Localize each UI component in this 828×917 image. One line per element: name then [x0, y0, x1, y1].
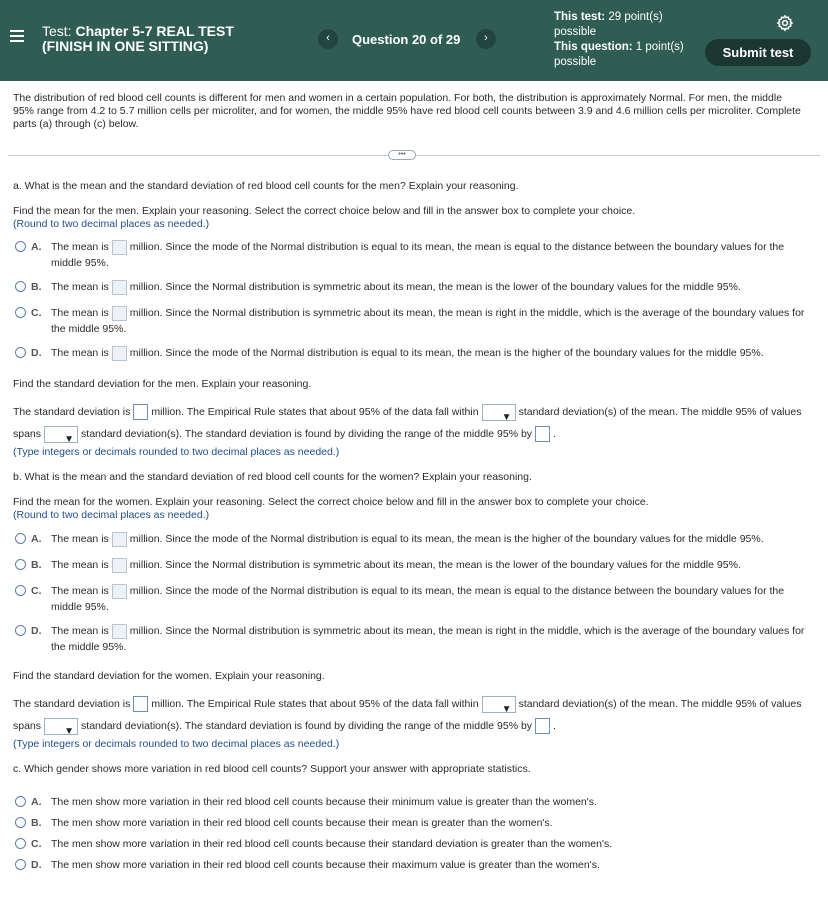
radio-button[interactable]	[15, 796, 26, 807]
part-a-sd-prompt: Find the standard deviation for the men. Explain your reasoning.	[13, 378, 312, 390]
hamburger-menu-icon[interactable]	[10, 30, 24, 42]
choice-post: million. Since the mode of the Normal distribution is equal to its mean, the mean is the higher of the boundary values for the middle 95%.	[129, 533, 764, 545]
part-a-choice-d[interactable]	[15, 345, 805, 361]
test-header	[0, 0, 828, 81]
part-c-choice-b[interactable]	[15, 815, 805, 831]
sd-text: million. The Empirical Rule states that about 95% of the data fall within	[151, 406, 479, 418]
this-test-value: 29 point(s) possible	[554, 11, 663, 38]
part-b-sd-statement	[13, 693, 813, 737]
choice-text: The men show more variation in their red blood cell counts because their minimum value is greater than the women's.	[51, 796, 597, 808]
part-c-question: c. Which gender shows more variation in red blood cell counts? Support your answer with appropriate statistics.	[13, 763, 531, 775]
choice-post: million. Since the Normal distribution is symmetric about its mean, the mean is right in the middle, which is the average of the boundary values for the middle 95%.	[51, 307, 805, 335]
dropdown-arrow-icon: ▼	[64, 433, 75, 445]
sd-span-dropdown[interactable]	[44, 426, 78, 443]
choice-letter: D.	[31, 859, 42, 871]
test-title-prefix: Test:	[42, 23, 72, 39]
sd-text: standard deviation(s). The standard deviation is found by dividing the range of the middle 95% by	[81, 720, 533, 732]
choice-text: The men show more variation in their red blood cell counts because their standard deviation is greater than the women's.	[51, 838, 613, 850]
points-info	[554, 10, 704, 70]
sd-text: standard deviation(s) of the mean. The middle 95% of values spans	[13, 406, 802, 440]
choice-pre: The mean is	[51, 625, 109, 637]
sd-span-dropdown[interactable]	[44, 718, 78, 735]
choice-text	[51, 345, 811, 361]
part-a-mean-prompt: Find the mean for the men. Explain your reasoning. Select the correct choice below and fill in the answer box to complete your choice.	[13, 205, 636, 217]
this-question-value: 1 point(s) possible	[554, 41, 684, 68]
test-title-main: Chapter 5-7 REAL TEST	[75, 23, 234, 39]
choice-post: million. Since the Normal distribution is symmetric about its mean, the mean is right in the middle, which is the average of the boundary values for the middle 95%.	[51, 625, 805, 653]
choice-letter: C.	[31, 307, 42, 319]
sd-text: standard deviation(s) of the mean. The middle 95% of values spans	[13, 698, 802, 732]
radio-button[interactable]	[15, 625, 26, 636]
answer-box	[112, 532, 127, 547]
part-a-mean-hint: (Round to two decimal places as needed.)	[13, 218, 210, 230]
choice-post: million. Since the mode of the Normal distribution is equal to its mean, the mean is equal to the distance between the boundary values for the middle 95%.	[51, 585, 785, 613]
answer-box	[112, 558, 127, 573]
dropdown-arrow-icon: ▼	[64, 725, 75, 737]
choice-pre: The mean is	[51, 281, 109, 293]
radio-button[interactable]	[15, 533, 26, 544]
choice-post: million. Since the Normal distribution is symmetric about its mean, the mean is the lower of the boundary values for the middle 95%.	[129, 281, 741, 293]
this-test-label: This test:	[554, 11, 606, 23]
answer-box	[112, 306, 127, 321]
choice-text	[51, 279, 811, 295]
choice-letter: A.	[31, 241, 42, 253]
choice-pre: The mean is	[51, 585, 109, 597]
choice-text	[51, 623, 811, 655]
radio-button[interactable]	[15, 307, 26, 318]
part-b-mean-hint: (Round to two decimal places as needed.)	[13, 509, 210, 521]
submit-test-button[interactable]: Submit test	[705, 39, 811, 66]
choice-letter: D.	[31, 625, 42, 637]
previous-question-button[interactable]: ‹	[318, 29, 338, 49]
choice-text	[51, 239, 811, 271]
radio-button[interactable]	[15, 585, 26, 596]
expand-handle[interactable]: •••	[388, 150, 416, 160]
sd-text: standard deviation(s). The standard deviation is found by dividing the range of the middle 95% by	[81, 428, 533, 440]
part-b-sd-prompt: Find the standard deviation for the women. Explain your reasoning.	[13, 670, 325, 682]
part-b-mean-prompt: Find the mean for the women. Explain your reasoning. Select the correct choice below and fill in the answer box to complete your choice.	[13, 496, 649, 508]
sd-text: million. The Empirical Rule states that about 95% of the data fall within	[151, 698, 479, 710]
choice-post: million. Since the mode of the Normal distribution is equal to its mean, the mean is the higher of the boundary values for the middle 95%.	[129, 347, 764, 359]
choice-text: The men show more variation in their red blood cell counts because their maximum value is greater than the women's.	[51, 859, 600, 871]
choice-pre: The mean is	[51, 241, 109, 253]
part-b-question: b. What is the mean and the standard deviation of red blood cell counts for the women? Explain your reasoning.	[13, 471, 532, 483]
sd-count-dropdown[interactable]	[482, 404, 516, 421]
test-title	[42, 24, 292, 54]
radio-button[interactable]	[15, 817, 26, 828]
part-a-choice-b[interactable]	[15, 279, 805, 295]
choice-pre: The mean is	[51, 533, 109, 545]
choice-text	[51, 583, 811, 615]
sd-input[interactable]	[133, 696, 148, 712]
choice-letter: B.	[31, 817, 42, 829]
sd-text: .	[553, 720, 556, 732]
part-a-choice-c[interactable]	[15, 305, 805, 337]
part-c-choice-a[interactable]	[15, 794, 805, 810]
choice-pre: The mean is	[51, 307, 109, 319]
sd-text: .	[553, 428, 556, 440]
sd-input[interactable]	[133, 404, 148, 420]
choice-post: million. Since the mode of the Normal distribution is equal to its mean, the mean is equal to the distance between the boundary values for the middle 95%.	[51, 241, 785, 269]
radio-button[interactable]	[15, 838, 26, 849]
choice-letter: B.	[31, 559, 42, 571]
part-a-question: a. What is the mean and the standard deviation of red blood cell counts for the men? Explain your reasoning.	[13, 180, 519, 192]
choice-post: million. Since the Normal distribution is symmetric about its mean, the mean is the lower of the boundary values for the middle 95%.	[129, 559, 741, 571]
part-b-choice-a[interactable]	[15, 531, 805, 547]
answer-box	[112, 240, 127, 255]
choice-pre: The mean is	[51, 347, 109, 359]
gear-icon[interactable]	[776, 14, 794, 32]
choice-text	[51, 557, 811, 573]
choice-letter: C.	[31, 585, 42, 597]
sd-text: The standard deviation is	[13, 406, 131, 418]
choice-letter: A.	[31, 796, 42, 808]
part-b-choice-c[interactable]	[15, 583, 805, 615]
next-question-button[interactable]: ›	[476, 29, 496, 49]
radio-button[interactable]	[15, 859, 26, 870]
choice-pre: The mean is	[51, 559, 109, 571]
problem-intro: The distribution of red blood cell counts is different for men and women in a certain population. For both, the distribution is approximately Normal. For men, the middle 95% range from 4.2 to 5.7 million cells per microliter, and for women, the middle 95% have red blood cell counts between 3.9 and 4.6 million cells per microliter. Complete parts (a) through (c) below.	[13, 92, 801, 130]
radio-button[interactable]	[15, 347, 26, 358]
choice-letter: C.	[31, 838, 42, 850]
test-title-line2: (FINISH IN ONE SITTING)	[42, 38, 209, 54]
sd-count-dropdown[interactable]	[482, 696, 516, 713]
choice-letter: B.	[31, 281, 42, 293]
dropdown-arrow-icon: ▼	[501, 703, 512, 715]
radio-button[interactable]	[15, 559, 26, 570]
part-a-choice-a[interactable]	[15, 239, 805, 271]
answer-box	[112, 346, 127, 361]
part-b-choice-b[interactable]	[15, 557, 805, 573]
sd-text: The standard deviation is	[13, 698, 131, 710]
radio-button[interactable]	[15, 241, 26, 252]
choice-text: The men show more variation in their red blood cell counts because their mean is greater than the women's.	[51, 817, 553, 829]
part-a-sd-statement	[13, 401, 813, 445]
answer-box	[112, 624, 127, 639]
question-counter: Question 20 of 29	[352, 32, 461, 47]
choice-text	[51, 531, 811, 547]
answer-box	[112, 280, 127, 295]
dropdown-arrow-icon: ▼	[501, 411, 512, 423]
this-question-label: This question:	[554, 41, 633, 53]
radio-button[interactable]	[15, 281, 26, 292]
part-a-sd-hint: (Type integers or decimals rounded to two decimal places as needed.)	[13, 446, 340, 458]
part-b-sd-hint: (Type integers or decimals rounded to two decimal places as needed.)	[13, 738, 340, 750]
part-c-choice-c[interactable]	[15, 836, 805, 852]
choice-letter: D.	[31, 347, 42, 359]
part-c-choice-d[interactable]	[15, 857, 805, 873]
choice-text	[51, 305, 811, 337]
divisor-input[interactable]	[535, 718, 550, 734]
divisor-input[interactable]	[535, 426, 550, 442]
choice-letter: A.	[31, 533, 42, 545]
answer-box	[112, 584, 127, 599]
part-b-choice-d[interactable]	[15, 623, 805, 655]
